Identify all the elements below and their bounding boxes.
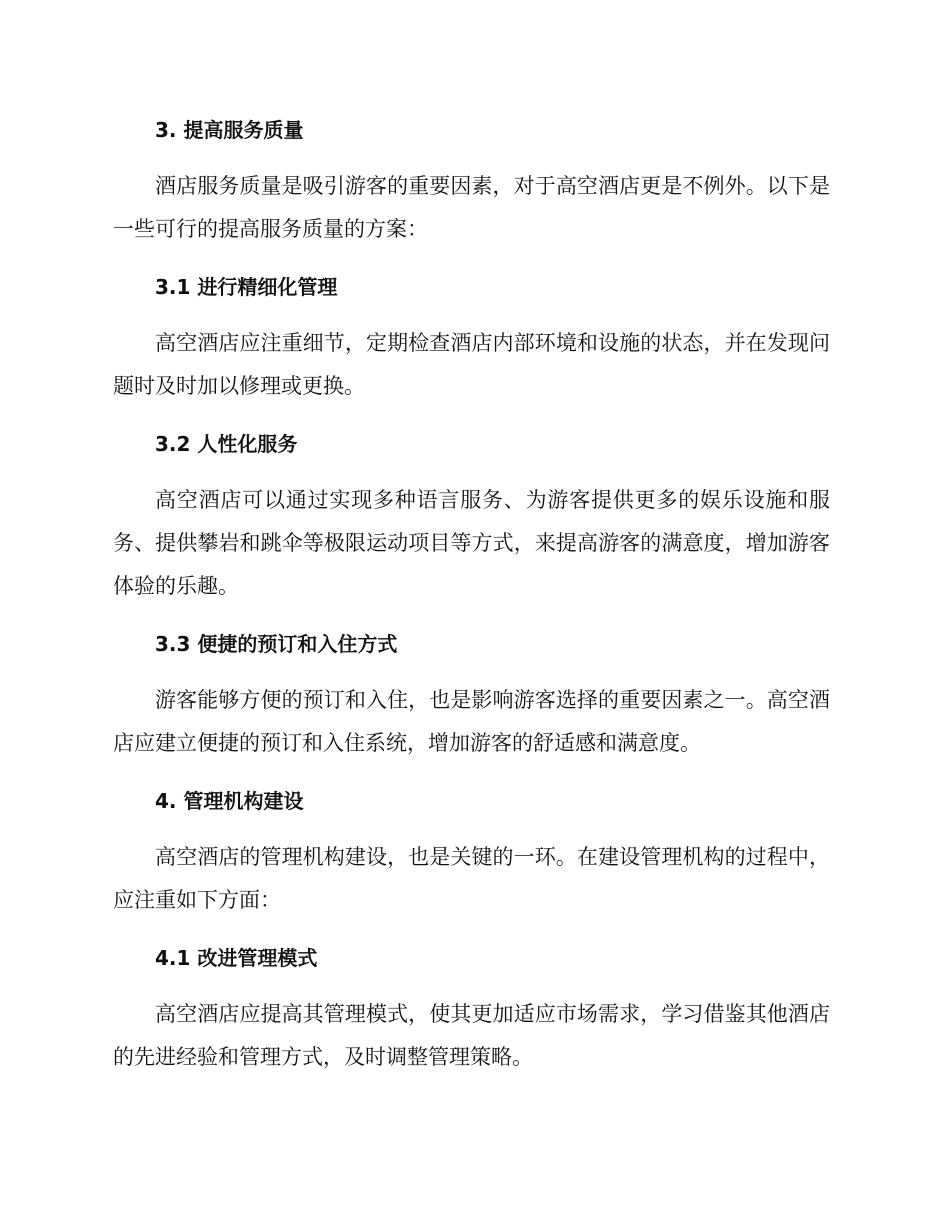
paragraph-3-1: 高空酒店应注重细节，定期检查酒店内部环境和设施的状态，并在发现问题时及时加以修理或更换。 xyxy=(113,331,830,398)
paragraph-4-1: 高空酒店应提高其管理模式，使其更加适应市场需求，学习借鉴其他酒店的先进经验和管理方式，及时调整管理策略。 xyxy=(113,1002,830,1069)
heading-3: 3. 提高服务质量 xyxy=(155,118,304,142)
heading-3-2: 3.2 人性化服务 xyxy=(155,432,298,456)
heading-3-1: 3.1 进行精细化管理 xyxy=(155,275,338,299)
paragraph-3-3: 游客能够方便的预订和入住，也是影响游客选择的重要因素之一。高空酒店应建立便捷的预订和入住系统，增加游客的舒适感和满意度。 xyxy=(113,688,830,755)
heading-4: 4. 管理机构建设 xyxy=(155,789,304,813)
document-body xyxy=(113,108,830,1079)
heading-3-3: 3.3 便捷的预订和入住方式 xyxy=(155,632,398,656)
paragraph-3: 酒店服务质量是吸引游客的重要因素，对于高空酒店更是不例外。以下是一些可行的提高服务质量的方案： xyxy=(113,174,830,241)
paragraph-4: 高空酒店的管理机构建设，也是关键的一环。在建设管理机构的过程中，应注重如下方面： xyxy=(113,845,830,912)
heading-4-1: 4.1 改进管理模式 xyxy=(155,946,318,970)
paragraph-3-2: 高空酒店可以通过实现多种语言服务、为游客提供更多的娱乐设施和服务、提供攀岩和跳伞等极限运动项目等方式，来提高游客的满意度，增加游客体验的乐趣。 xyxy=(113,488,830,598)
